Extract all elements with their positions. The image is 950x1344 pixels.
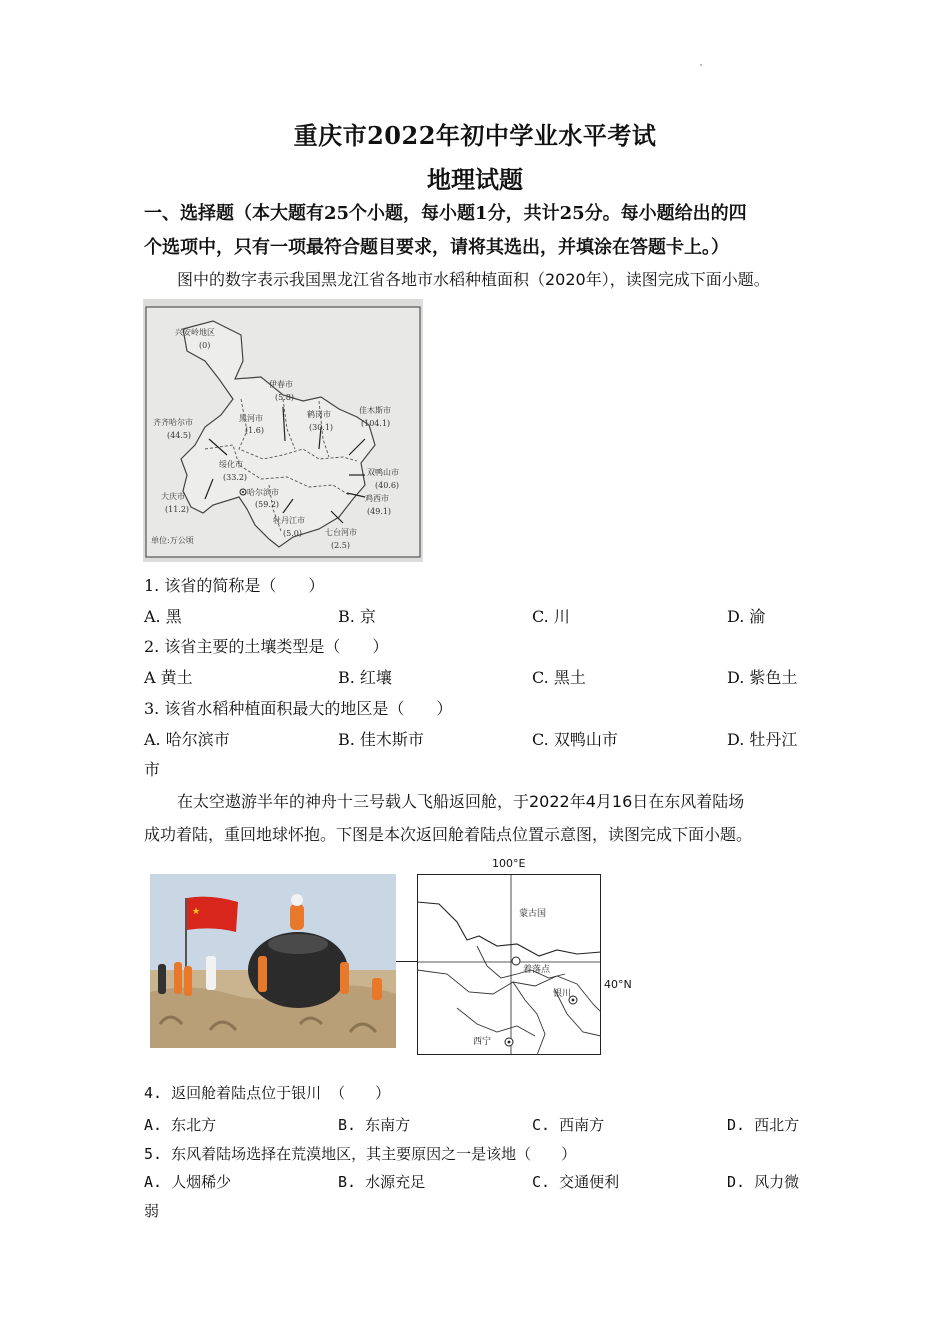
- region-jixi-value: (49.1): [367, 507, 392, 516]
- region-yichun-name: 伊春市: [269, 380, 293, 389]
- region-suihua-value: (33.2): [223, 473, 248, 482]
- region-heihe-name: 黑河市: [239, 414, 263, 423]
- q4-option-d[interactable]: D. 西北方: [727, 1116, 800, 1134]
- question-2-stem: 2. 该省主要的土壤类型是（ ）: [144, 637, 389, 656]
- q2-option-a[interactable]: A 黄土: [144, 668, 193, 687]
- exam-subtitle: 地理试题: [427, 165, 523, 194]
- heilongjiang-rice-map: [143, 299, 423, 562]
- region-heihe-value: (1.6): [245, 426, 264, 435]
- region-qiqihar-name: 齐齐哈尔市: [153, 418, 193, 427]
- q3-option-d-wrap: 市: [144, 760, 161, 779]
- region-harbin-value: (59.2): [255, 500, 280, 509]
- parallel-label: 40°N: [604, 978, 632, 991]
- q3-option-a[interactable]: A. 哈尔滨市: [144, 730, 230, 749]
- label-yinchuan: 银川: [553, 989, 572, 999]
- region-shuangyashan-name: 双鸭山市: [367, 468, 399, 477]
- q2-option-d[interactable]: D. 紫色土: [727, 668, 798, 687]
- q1-option-d[interactable]: D. 渝: [727, 607, 766, 626]
- region-suihua-name: 绥化市: [219, 460, 243, 469]
- region-mudanjiang-value: (5.0): [283, 529, 302, 538]
- q2-option-c[interactable]: C. 黑土: [532, 668, 586, 687]
- q3-option-b[interactable]: B. 佳木斯市: [338, 730, 424, 749]
- question-5-stem: 5. 东风着陆场选择在荒漠地区，其主要原因之一是该地（ ）: [144, 1145, 577, 1163]
- question-4-stem: 4. 返回舱着陆点位于银川 （ ）: [144, 1084, 391, 1102]
- question-1-stem: 1. 该省的简称是（ ）: [144, 576, 325, 595]
- region-mudanjiang-name: 牡丹江市: [273, 516, 305, 525]
- meridian-label: 100°E: [492, 857, 526, 870]
- scan-speck: [700, 64, 702, 66]
- svg-text:★: ★: [192, 907, 201, 917]
- region-qiqihar-value: (44.5): [167, 431, 192, 440]
- region-hegang-name: 鹤岗市: [307, 410, 331, 419]
- region-xinganling-value: (0): [199, 341, 211, 350]
- label-xining: 西宁: [473, 1037, 492, 1047]
- q4-option-c[interactable]: C. 西南方: [532, 1116, 605, 1134]
- region-daqing-value: (11.2): [165, 505, 190, 514]
- landing-photo: [150, 874, 396, 1048]
- q1-option-a[interactable]: A. 黑: [144, 607, 182, 626]
- q3-option-c[interactable]: C. 双鸭山市: [532, 730, 618, 749]
- q5-option-d-wrap: 弱: [144, 1202, 160, 1220]
- q4-option-a[interactable]: A. 东北方: [144, 1116, 217, 1134]
- intro-paragraph-2-line1: 在太空遨游半年的神舟十三号载人飞船返回舱，于2022年4月16日在东风着陆场: [177, 792, 745, 811]
- question-3-stem: 3. 该省水稻种植面积最大的地区是（ ）: [144, 699, 453, 718]
- q4-option-b[interactable]: B. 东南方: [338, 1116, 411, 1134]
- q3-option-d[interactable]: D. 牡丹江: [727, 730, 798, 749]
- section-heading-line1: 一、选择题（本大题有25个小题，每小题1分，共计25分。每小题给出的四: [144, 203, 747, 224]
- q1-option-c[interactable]: C. 川: [532, 607, 570, 626]
- q5-option-a[interactable]: A. 人烟稀少: [144, 1173, 232, 1191]
- region-qitaihe-name: 七台河市: [325, 528, 357, 537]
- q1-option-b[interactable]: B. 京: [338, 607, 376, 626]
- q2-option-b[interactable]: B. 红壤: [338, 668, 392, 687]
- region-yichun-value: (5.8): [275, 393, 294, 402]
- region-xinganling-name: 兴安岭地区: [175, 328, 215, 337]
- section-heading-line2: 个选项中，只有一项最符合题目要求，请将其选出，并填涂在答题卡上。）: [144, 237, 729, 258]
- q5-option-c[interactable]: C. 交通便利: [532, 1173, 620, 1191]
- region-shuangyashan-value: (40.6): [375, 481, 400, 490]
- label-mongolia: 蒙古国: [519, 909, 547, 919]
- region-harbin-name: 哈尔滨市: [247, 488, 279, 497]
- region-jiamusi-name: 佳木斯市: [359, 406, 391, 415]
- region-daqing-name: 大庆市: [161, 492, 185, 501]
- region-jiamusi-value: (104.1): [361, 419, 391, 428]
- intro-paragraph-2-line2: 成功着陆，重回地球怀抱。下图是本次返回舱着陆点位置示意图，读图完成下面小题。: [144, 825, 753, 844]
- connector-line: [396, 961, 417, 962]
- region-qitaihe-value: (2.5): [331, 541, 350, 550]
- q5-option-b[interactable]: B. 水源充足: [338, 1173, 426, 1191]
- region-jixi-name: 鸡西市: [365, 494, 389, 503]
- label-landing-point: 着落点: [523, 965, 551, 975]
- region-hegang-value: (30.1): [309, 423, 334, 432]
- landing-location-map: [417, 874, 601, 1055]
- map-unit-label: 单位:万公顷: [151, 536, 194, 545]
- intro-paragraph-1: 图中的数字表示我国黑龙江省各地市水稻种植面积（2020年），读图完成下面小题。: [177, 270, 770, 289]
- exam-title: 重庆市2022年初中学业水平考试: [293, 121, 657, 150]
- q5-option-d[interactable]: D. 风力微: [727, 1173, 800, 1191]
